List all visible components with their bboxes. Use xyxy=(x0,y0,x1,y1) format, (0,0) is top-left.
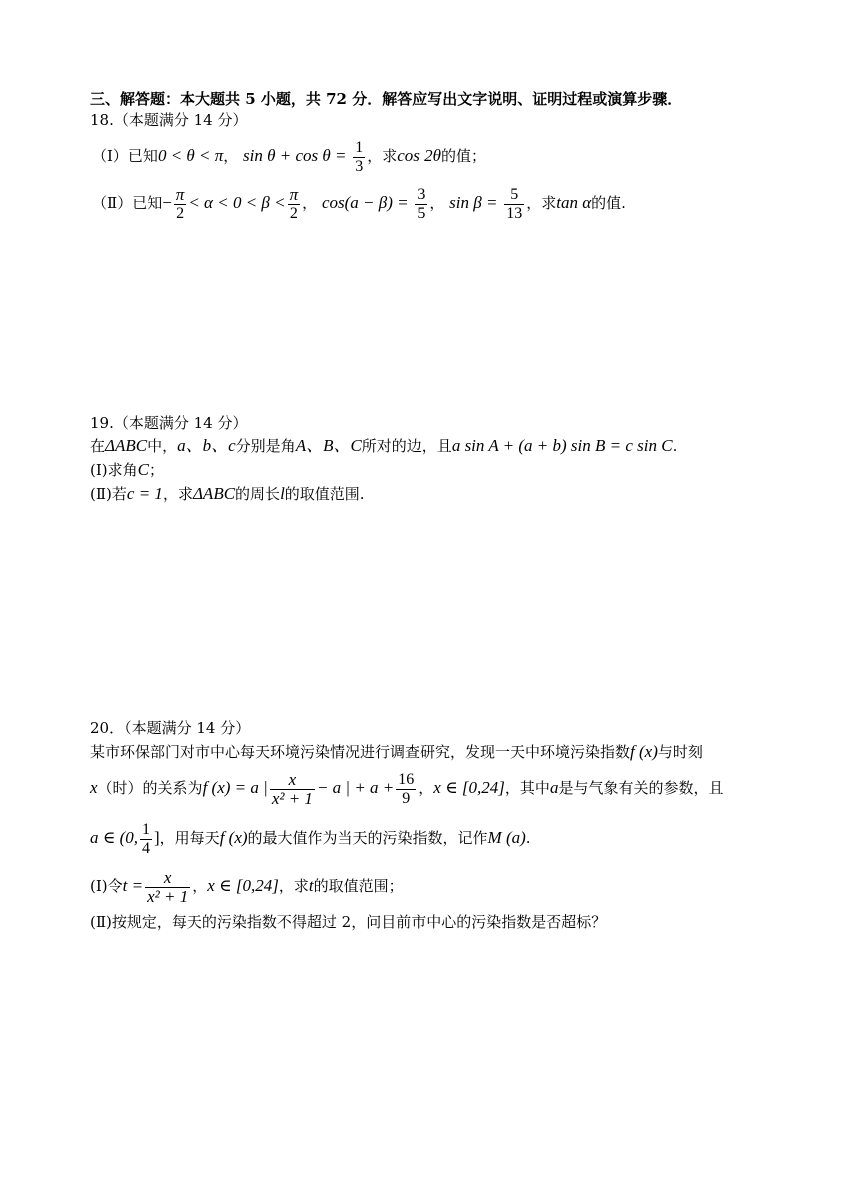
q19-title: 19.（本题满分 14 分） xyxy=(90,414,248,432)
section-header: 三、解答题：本大题共 5 小题，共 72 分．解答应写出文字说明、证明过程或演算步骤． xyxy=(90,90,683,108)
q18-p2-target: tan α xyxy=(556,193,592,212)
q18-title: 18.（本题满分 14 分） xyxy=(90,111,248,129)
q18-p2-label: （Ⅱ）已知 xyxy=(92,194,163,212)
q20-title: 20．（本题满分 14 分） xyxy=(90,719,251,737)
fraction-pi-over-2: $\frac{\pi}{2}$ xyxy=(175,184,185,222)
q20-part1: (Ⅰ)令t = $\frac{x}{\text{x² + 1}}$ ，x ∈ [0,24]，求t的取值范围； xyxy=(90,867,404,906)
fraction-t-def: $\frac{x}{\text{x² + 1}}$ xyxy=(147,867,189,906)
q20-line3: a ∈ (0, $\frac{1}{4}$ ]，用每天f (x)的最大值作为当天的污染指数，记作M (a). xyxy=(90,820,531,857)
q19-statement: 在ΔABC中，a、b、c分别是角A、B、C所对的边，且a sin A + (a + b) sin B = c sin C. xyxy=(90,436,678,455)
q20-line1: 某市环保部门对市中心每天环境污染情况进行调查研究，发现一天中环境污染指数f (x)与时刻 xyxy=(90,742,703,761)
q18-p2-sin: sin β = xyxy=(449,193,498,212)
q19-part2: (Ⅱ)若c = 1，求ΔABC的周长l的取值范围. xyxy=(90,484,365,503)
q18-p1-cond: 0 < θ < π xyxy=(157,146,224,165)
q18-part1: （Ⅰ）已知0 < θ < π， sin θ + cos θ = $\frac{1}{3}$ ，求cos 2θ的值； xyxy=(92,138,487,175)
q20-line2: x（时）的关系为f (x) = a | $\frac{x}{\text{x² + 1}}$ − a | + a + $\frac{16}{9}$ ，x ∈ [0,24]，其中a是与气象有关的参数，且 xyxy=(90,769,724,808)
q18-p1-expr: sin θ + cos θ = xyxy=(243,146,347,165)
fraction-sixteen-ninths: $\frac{16}{9}$ xyxy=(398,770,415,807)
q18-part2: （Ⅱ）已知− $\frac{\pi}{2}$ < α < 0 < β < $\frac{\pi}{2}$ ， cos(a − β) = $\frac{3}{5}$ ， sin β = $\frac{5}{13}$ ，求tan α的值. xyxy=(92,184,626,222)
q18-p2-cos: cos(a − β) = xyxy=(321,193,409,212)
q18-p1-target: cos 2θ xyxy=(397,146,442,165)
fraction-one-third: $\frac{1}{3}$ xyxy=(355,138,364,175)
fraction-one-quarter: $\frac{1}{4}$ xyxy=(142,820,150,857)
q18-p1-label: （Ⅰ）已知 xyxy=(92,147,158,165)
q19-part1: (Ⅰ)求角C； xyxy=(90,460,164,479)
fraction-pi-over-2-b: $\frac{\pi}{2}$ xyxy=(289,184,299,222)
fraction-x-over-x2plus1: $\frac{x}{\text{x² + 1}}$ xyxy=(271,769,313,808)
q20-part2: (Ⅱ)按规定，每天的污染指数不得超过 2，问目前市中心的污染指数是否超标？ xyxy=(90,913,607,931)
fraction-three-fifths: $\frac{3}{5}$ xyxy=(417,185,426,222)
q19-equation: a sin A + (a + b) sin B = c sin C xyxy=(451,436,673,455)
fraction-five-thirteenths: $\frac{5}{13}$ xyxy=(506,185,523,222)
triangle-abc: ΔABC xyxy=(105,436,148,455)
q18-p2-mid: < α < 0 < β < xyxy=(188,193,286,212)
